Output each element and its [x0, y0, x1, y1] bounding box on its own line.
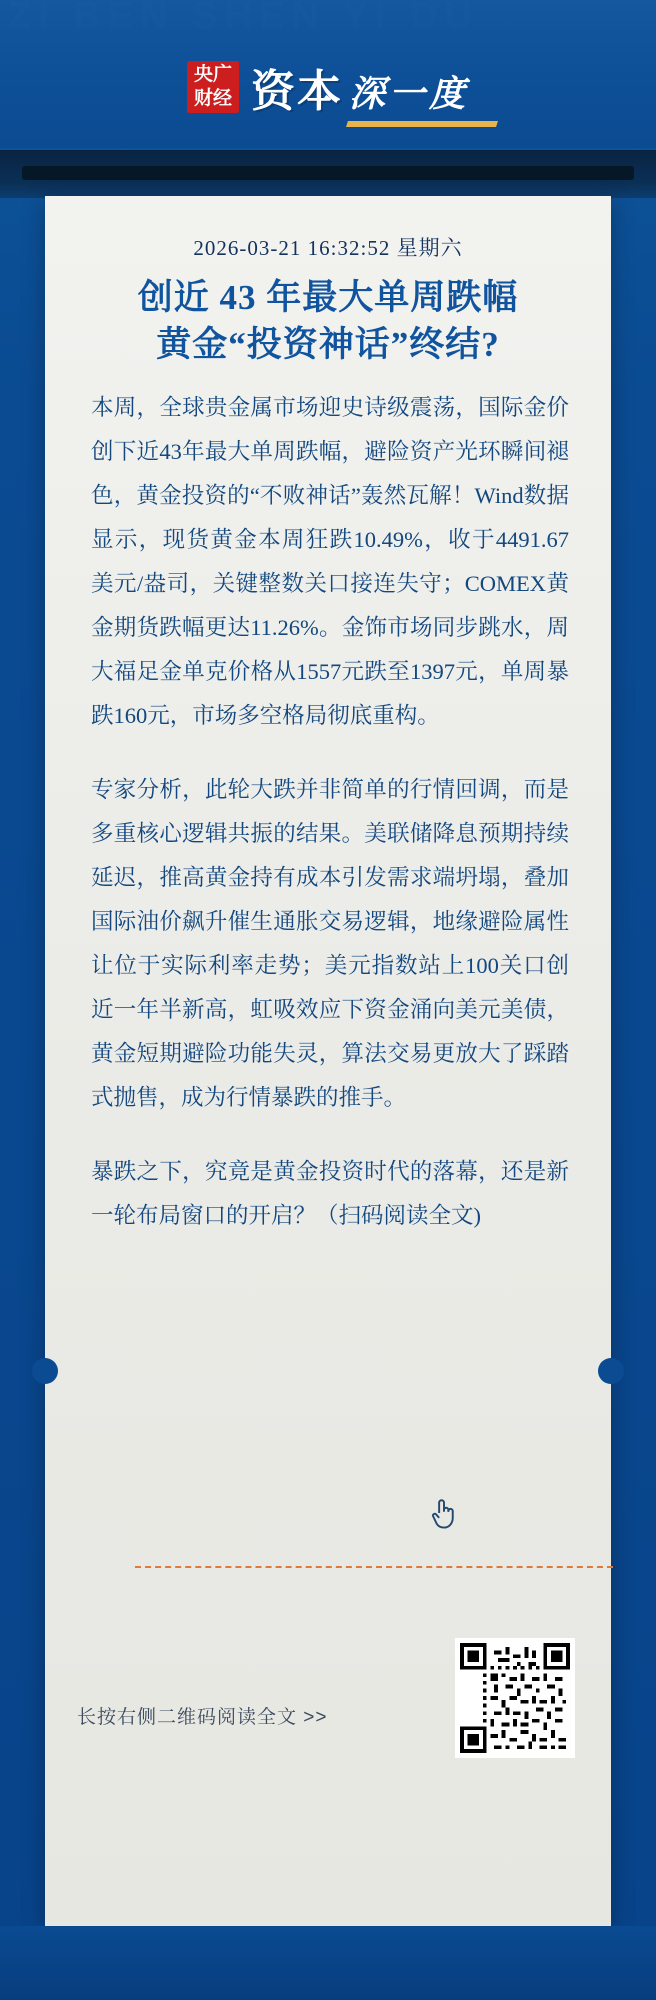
- title-line-2: 黄金“投资神话”终结?: [156, 325, 500, 364]
- ticket-notch-left: [32, 1358, 58, 1384]
- ticket-stub: [45, 1596, 611, 1926]
- paragraph-2: 专家分析，此轮大跌并非简单的行情回调，而是多重核心逻辑共振的结果。美联储降息预期持续延迟，推高黄金持有成本引发需求端坍塌，叠加国际油价飙升催生通胀交易逻辑，地缘避险属性让位于实际利率走势；美元指数站上100关口创近一年半新高，虹吸效应下资金涌向美元美债，黄金短期避险功能失灵，算法交易更放大了踩踏式抛售，成为行情暴跌的推手。: [91, 777, 569, 1110]
- page-title: [45, 274, 611, 368]
- cnr-finance-logo: [187, 61, 239, 113]
- datetime-label: 2026-03-21 16:32:52 星期六: [193, 236, 463, 260]
- brand-underline-accent: [346, 121, 498, 127]
- stub-hint-label: 长按右侧二维码阅读全文 >>: [77, 1707, 328, 1728]
- ticket-notch-right: [598, 1358, 624, 1384]
- perforation-divider: [135, 1566, 613, 1568]
- paragraph-1: 本周，全球贵金属市场迎史诗级震荡，国际金价创下近43年最大单周跌幅，避险资产光环瞬间褪色，黄金投资的“不败神话”轰然瓦解！Wind数据显示，现货黄金本周狂跌10.49%，收于4491.67美元/盎司，关键整数关口接连失守；COMEX黄金期货跌幅更达11.26%。金饰市场同步跳水，周大福足金单克价格从1557元跌至1397元，单周暴跌160元，市场多空格局彻底重构。: [91, 395, 569, 728]
- brand-main-text: 资本: [250, 67, 343, 116]
- brand-sub-text: 深一度: [348, 74, 469, 114]
- logo-line-2: 财经: [193, 88, 232, 109]
- article-body: [91, 386, 569, 1238]
- ticket-card: [45, 196, 611, 1926]
- bottom-strip: [0, 1926, 656, 2000]
- hand-pointer-icon: [429, 1496, 459, 1530]
- brand-title: [251, 55, 469, 119]
- logo-line-1: 央广: [193, 64, 232, 85]
- scanner-slot: [22, 166, 634, 180]
- paragraph-3: 暴跌之下，究竟是黄金投资时代的落幕，还是新一轮布局窗口的开启？（扫码阅读全文): [91, 1159, 569, 1228]
- brand-header: [0, 52, 656, 122]
- qr-code-icon[interactable]: [455, 1638, 575, 1758]
- title-line-1: 创近 43 年最大单周跌幅: [137, 278, 519, 317]
